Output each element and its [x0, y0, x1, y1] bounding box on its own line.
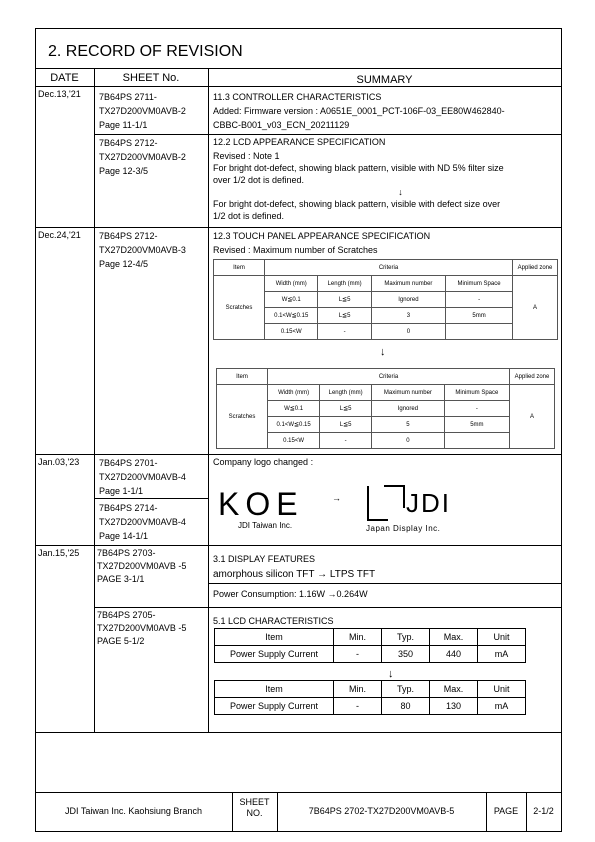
row-line	[35, 227, 561, 228]
cell: W≦0.1	[265, 292, 318, 308]
rev4-date: Jan.15,'25	[38, 548, 80, 558]
footer-doc-number: 7B64PS 2702-TX27D200VM0AVB-5	[308, 806, 455, 816]
rev3-sheet1	[99, 456, 186, 498]
sheet-line: 7B64PS 2714-	[99, 503, 158, 513]
lcd-th: Unit	[478, 629, 526, 646]
lcd-th: Typ.	[382, 681, 430, 698]
lcd-th: Item	[215, 681, 334, 698]
header-summary: SUMMARY	[356, 74, 413, 86]
sheet-line: Page 14-1/1	[99, 531, 149, 541]
subrow-line	[208, 583, 561, 584]
rev4-sheet2	[97, 609, 186, 648]
rev3-sheet2	[99, 501, 186, 543]
table-row	[214, 324, 558, 340]
th-item: Item	[217, 369, 268, 385]
subrow-line	[94, 607, 561, 608]
th-space: Minimum Space	[444, 385, 509, 401]
sheet-line: 7B64PS 2712-	[99, 231, 158, 241]
table-row	[217, 417, 555, 433]
sheet-line: 7B64PS 2705-	[97, 610, 156, 620]
cell: W≦0.1	[268, 401, 320, 417]
footer-company: JDI Taiwan Inc. Kaohsiung Branch	[65, 806, 202, 816]
sheet-line: TX27D200VM0AVB-4	[99, 517, 186, 527]
down-arrow: ↓	[380, 346, 386, 358]
cell: 0	[371, 324, 445, 340]
th-width: Width (mm)	[265, 276, 318, 292]
table-bottom-line	[35, 732, 561, 733]
table-row	[215, 646, 526, 663]
cell: 440	[430, 646, 478, 663]
summary-line: Added: Firmware version : A0651E_0001_PCT-106F-03_EE80W462840-	[213, 106, 505, 116]
cell: 0.15<W	[268, 433, 320, 449]
subrow-line	[94, 134, 561, 135]
rev3-date: Jan.03,'23	[38, 457, 80, 467]
jdi-logo-sub: Japan Display Inc.	[366, 524, 441, 533]
down-arrow: ↓	[398, 187, 403, 197]
cell: -	[446, 292, 513, 308]
summary-line: For bright dot-defect, showing black pattern, visible with ND 5% filter size	[213, 163, 504, 173]
sheet-line: PAGE 5-1/2	[97, 636, 145, 646]
page-title: 2. RECORD OF REVISION	[48, 43, 243, 60]
sheet-line: TX27D200VM0AVB-2	[99, 106, 186, 116]
sheet-line: Page 1-1/1	[99, 486, 144, 496]
summary-line: amorphous silicon TFT → LTPS TFT	[213, 569, 376, 580]
footer-sheet-label	[232, 797, 277, 819]
cell: L≦5	[320, 417, 372, 433]
jdi-logo-text: JDI	[406, 488, 451, 518]
table-top-line	[35, 68, 561, 69]
footer-page-label: PAGE	[493, 806, 519, 816]
th-length: Length (mm)	[318, 276, 371, 292]
cell: 0.15<W	[265, 324, 318, 340]
koe-logo-sub: JDI Taiwan Inc.	[238, 521, 293, 530]
lcd-th: Min.	[334, 629, 382, 646]
col-line	[208, 68, 209, 732]
table-row	[215, 698, 526, 715]
cell: mA	[478, 698, 526, 715]
footer-sheet-label-line: NO.	[246, 808, 263, 818]
sheet-line: 7B64PS 2703-	[97, 548, 156, 558]
cell: 5mm	[444, 417, 509, 433]
th-item: Item	[214, 260, 265, 276]
cell: 130	[430, 698, 478, 715]
lcd-table-old	[214, 628, 526, 663]
col-line	[94, 68, 95, 732]
footer-page-number: 2-1/2	[533, 806, 554, 816]
rev4-sheet1	[97, 547, 186, 586]
lcd-th: Typ.	[382, 629, 430, 646]
sheet-line: 7B64PS 2712-	[99, 138, 158, 148]
lcd-th: Max.	[430, 629, 478, 646]
row-line	[35, 454, 561, 455]
cell	[444, 433, 509, 449]
cell: 0.1<W≦0.15	[268, 417, 320, 433]
th-criteria: Criteria	[268, 369, 510, 385]
th-max: Maximum number	[371, 276, 445, 292]
cell: Power Supply Current	[215, 698, 334, 715]
table-row	[214, 308, 558, 324]
rev1-date: Dec.13,'21	[38, 89, 81, 99]
summary-line: over 1/2 dot is defined.	[213, 175, 305, 185]
rev1-summary1	[213, 90, 505, 132]
sheet-line: TX27D200VM0AVB -5	[97, 623, 187, 633]
cell: mA	[478, 646, 526, 663]
cell: -	[318, 324, 371, 340]
koe-logo-text: KOE	[218, 486, 304, 522]
header-date: DATE	[50, 72, 79, 84]
scratches-label: Scratches	[217, 385, 268, 449]
th-length: Length (mm)	[320, 385, 372, 401]
table-row	[217, 401, 555, 417]
sheet-line: TX27D200VM0AVB-2	[99, 152, 186, 162]
lcd-th: Max.	[430, 681, 478, 698]
rev2-sheet	[99, 229, 186, 271]
cell: L≦5	[318, 292, 371, 308]
cell: L≦5	[320, 401, 372, 417]
summary-line: 3.1 DISPLAY FEATURES	[213, 554, 316, 564]
zone-value: A	[513, 276, 558, 340]
cell: Ignored	[372, 401, 445, 417]
scratches-label: Scratches	[214, 276, 265, 340]
rev1-sheet2	[99, 136, 186, 178]
sheet-line: TX27D200VM0AVB -5	[97, 561, 187, 571]
scratch-table-old	[213, 259, 558, 340]
footer-sheet-label-line: SHEET	[239, 797, 270, 807]
th-max: Maximum number	[372, 385, 445, 401]
lcd-th: Item	[215, 629, 334, 646]
lcd-th: Unit	[478, 681, 526, 698]
down-arrow: ↓	[388, 668, 394, 680]
cell: -	[334, 646, 382, 663]
right-arrow: →	[332, 493, 341, 503]
cell: Ignored	[371, 292, 445, 308]
sheet-line: 7B64PS 2711-	[99, 92, 157, 102]
koe-logo	[218, 486, 304, 530]
table-row	[217, 433, 555, 449]
summary-line: Revised : Maximum number of Scratches	[213, 245, 378, 255]
subrow-line	[94, 498, 208, 499]
summary-line: CBBC-B001_v03_ECN_20211129	[213, 120, 350, 130]
cell: 0.1<W≦0.15	[265, 308, 318, 324]
sheet-line: Page 12-4/5	[99, 259, 149, 269]
rev2-date: Dec.24,'21	[38, 230, 81, 240]
lcd-table-new	[214, 680, 526, 715]
cell	[446, 324, 513, 340]
th-zone: Applied zone	[510, 369, 555, 385]
summary-line: For bright dot-defect, showing black pattern, visible with defect size over	[213, 199, 501, 209]
th-criteria: Criteria	[265, 260, 513, 276]
sheet-line: TX27D200VM0AVB-3	[99, 245, 186, 255]
sheet-line: TX27D200VM0AVB-4	[99, 472, 186, 482]
jdi-logo-mark-icon	[366, 484, 406, 522]
cell: 350	[382, 646, 430, 663]
rev3-summary: Company logo changed :	[213, 457, 314, 467]
sheet-line: Page 11-1/1	[99, 120, 148, 130]
th-width: Width (mm)	[268, 385, 320, 401]
summary-line: 11.3 CONTROLLER CHARACTERISTICS	[213, 92, 382, 102]
sheet-line: Page 12-3/5	[99, 166, 149, 176]
rev4-summary2: 5.1 LCD CHARACTERISTICS	[213, 616, 334, 626]
cell: -	[444, 401, 509, 417]
cell: 5	[372, 417, 445, 433]
summary-line: 1/2 dot is defined.	[213, 211, 285, 221]
summary-line: 12.3 TOUCH PANEL APPEARANCE SPECIFICATION	[213, 231, 431, 241]
sheet-line: 7B64PS 2701-	[99, 458, 158, 468]
cell: 5mm	[446, 308, 513, 324]
cell: Power Supply Current	[215, 646, 334, 663]
rev1-summary2	[213, 136, 558, 222]
summary-line: 12.2 LCD APPEARANCE SPECIFICATION	[213, 137, 386, 147]
cell: L≦5	[318, 308, 371, 324]
zone-value: A	[510, 385, 555, 449]
cell: 80	[382, 698, 430, 715]
scratch-table-new	[216, 368, 555, 449]
rev1-sheet1	[99, 90, 186, 132]
row-line	[35, 545, 561, 546]
lcd-th: Min.	[334, 681, 382, 698]
table-row	[214, 292, 558, 308]
cell: 0	[372, 433, 445, 449]
footer-top-line	[35, 792, 561, 793]
header-sheet: SHEET No.	[122, 72, 180, 84]
th-space: Minimum Space	[446, 276, 513, 292]
cell: 3	[371, 308, 445, 324]
rev4-power: Power Consumption: 1.16W →0.264W	[213, 589, 368, 599]
rev2-summary	[213, 229, 430, 257]
summary-line: Revised : Note 1	[213, 151, 280, 161]
th-zone: Applied zone	[513, 260, 558, 276]
cell: -	[320, 433, 372, 449]
sheet-line: PAGE 3-1/1	[97, 574, 145, 584]
cell: -	[334, 698, 382, 715]
rev4-summary1	[213, 552, 375, 582]
